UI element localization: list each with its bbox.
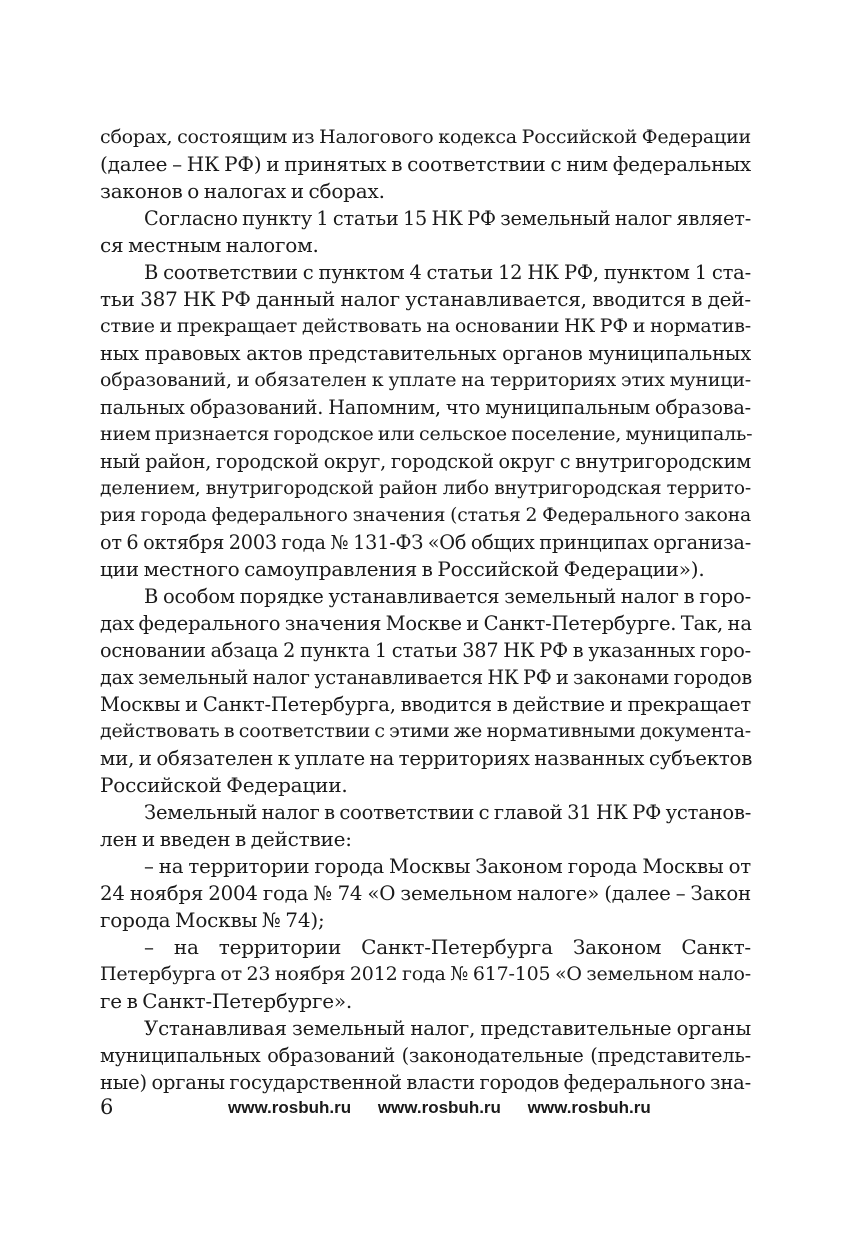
text-line: ся местным налогом. xyxy=(100,233,319,257)
paragraph xyxy=(100,1015,751,1096)
text-line: – на территории Санкт-Петербурга Законом Санкт- xyxy=(144,935,751,959)
text-line: В соответствии с пунктом 4 статьи 12 НК РФ, пунктом 1 ста- xyxy=(144,261,751,284)
text-line: города Москвы № 74); xyxy=(100,908,325,932)
text-line: В особом порядке устанавливается земельный налог в горо- xyxy=(144,585,751,608)
text-line: сборах, состоящим из Налогового кодекса Российской Федерации xyxy=(100,126,751,148)
text-line: Устанавливая земельный налог, представительные органы xyxy=(144,1017,751,1040)
text-line: от 6 октября 2003 года № 131-ФЗ «Об общих принципах организа- xyxy=(100,531,751,554)
page-body xyxy=(100,124,751,1096)
text-line: делением, внутригородской район либо внутригородская террито- xyxy=(100,478,751,499)
page-footer xyxy=(100,1093,751,1121)
text-line: Земельный налог в соответствии с главой 31 НК РФ установ- xyxy=(144,801,752,824)
text-line: дах федерального значения Москве и Санкт-Петербурге. Так, на xyxy=(100,612,752,635)
footer-links xyxy=(228,1094,651,1122)
text-line: (далее – НК РФ) и принятых в соответствии с ним федеральных xyxy=(100,152,751,176)
paragraph xyxy=(100,583,751,799)
text-line: Москвы и Санкт-Петербурга, вводится в действие и прекращает xyxy=(100,693,751,716)
text-line: ге в Санкт-Петербурге». xyxy=(100,989,353,1013)
text-line: законов о налогах и сборах. xyxy=(100,179,385,203)
page-number: 6 xyxy=(100,1095,114,1119)
text-line: нием признается городское или сельское поселение, муниципаль- xyxy=(100,423,753,445)
footer-link[interactable]: www.rosbuh.ru xyxy=(377,1098,501,1117)
text-line: – на территории города Москвы Законом города Москвы от xyxy=(144,855,751,878)
text-line: ный район, городской округ, городской округ с внутригородским xyxy=(100,450,751,473)
text-line: лен и введен в действие: xyxy=(100,827,352,851)
text-line: действовать в соответствии с этими же нормативными документа- xyxy=(100,720,751,742)
text-line: ствие и прекращает действовать на основании НК РФ и норматив- xyxy=(100,315,751,337)
list-item xyxy=(100,934,751,1015)
paragraph xyxy=(100,124,751,205)
text-line: Петербурга от 23 ноября 2012 года № 617-105 «О земельном нало- xyxy=(100,963,751,985)
text-line: рия города федерального значения (статья 2 Федерального закона xyxy=(100,505,751,526)
list-item xyxy=(100,853,751,934)
text-line: Российской Федерации. xyxy=(100,773,348,797)
text-line: 24 ноября 2004 года № 74 «О земельном налоге» (далее – Закон xyxy=(100,882,751,905)
text-line: основании абзаца 2 пункта 1 статьи 387 НК РФ в указанных горо- xyxy=(100,639,751,662)
footer-link[interactable]: www.rosbuh.ru xyxy=(228,1098,352,1117)
text-line: дах земельный налог устанавливается НК РФ и законами городов xyxy=(100,666,753,689)
text-line: ми, и обязателен к уплате на территориях названных субъектов xyxy=(100,747,753,770)
text-line: ных правовых актов представительных органов муниципальных xyxy=(100,342,751,365)
text-line: образований, и обязателен к уплате на территориях этих муници- xyxy=(100,369,751,391)
text-line: тьи 387 НК РФ данный налог устанавливается, вводится в дей- xyxy=(100,287,751,311)
text-line: Согласно пункту 1 статьи 15 НК РФ земельный налог являет- xyxy=(144,207,751,230)
paragraph xyxy=(100,259,751,583)
text-line: муниципальных образований (законодательные (представитель- xyxy=(100,1044,751,1067)
paragraph xyxy=(100,205,751,259)
text-line: ции местного самоуправления в Российской Федерации»). xyxy=(100,557,705,581)
text-line: пальных образований. Напомним, что муниципальным образова- xyxy=(100,396,751,419)
paragraph xyxy=(100,799,751,853)
footer-link[interactable]: www.rosbuh.ru xyxy=(527,1098,651,1117)
text-line: ные) органы государственной власти городов федерального зна- xyxy=(100,1071,751,1094)
